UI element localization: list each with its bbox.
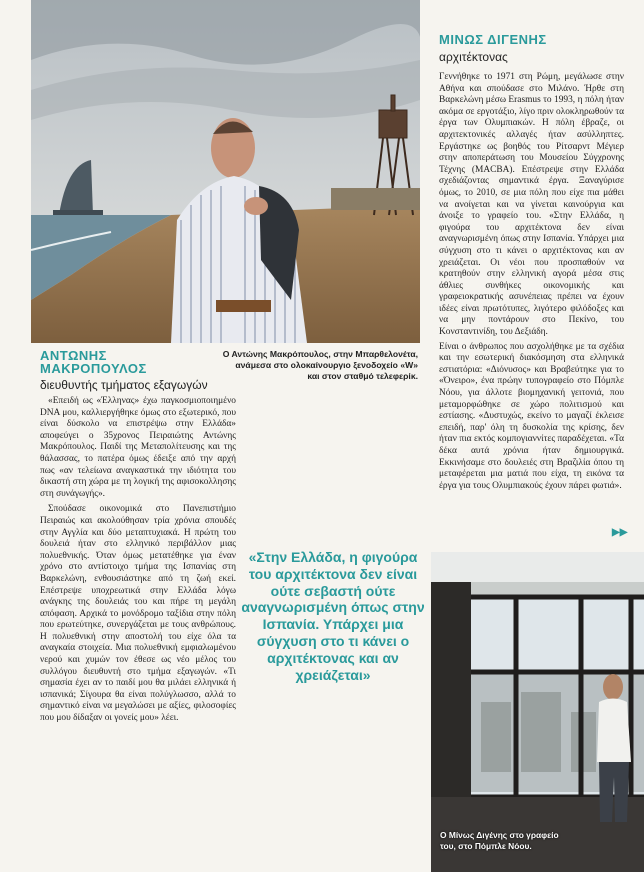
left-paragraph: «Επειδή ως «Έλληνας» έχω παγκοσμιοποιημένο DNA μου, καλλιεργήθηκε όμως στο εξωτερικό, που είναι δύσκολο να επιστρέψω στην Ελλάδα» αποφεύγει ο 35χρονος Πειραιώτης Αντώνης Μακρόπουλος. Παιδί της Μεταπολίτευσης και της θάλασσας, το πατέρα όμως έδειξε από την αρχή πως «αν τελείωνα αναγκαστικά την ιδιότητα του δικαστή στη χώρα με τη λογική της αφισοκολλησης στη συνάγωγής». xyxy=(40,396,236,499)
photo1-caption: Ο Αντώνης Μακρόπουλος, στην Μπαρθελονέτα, ανάμεσα στο ολοκαίνουργιο ξενοδοχείο «W» και στον σταθμό τελεφερίκ. xyxy=(222,349,418,381)
right-person-role: αρχιτέκτονας xyxy=(439,50,508,64)
left-article-column xyxy=(40,396,236,848)
office-photo-illustration xyxy=(431,552,644,872)
right-article-column xyxy=(439,72,624,548)
right-person-name: ΜΙΝΩΣ ΔΙΓΕΝΗΣ xyxy=(439,32,547,47)
pull-quote: «Στην Ελλάδα, η φιγούρα του αρχιτέκτονα δεν είναι ούτε σεβαστή ούτε αναγνωρισμένη όπως στην Ισπανία. Υπάρχει μια σύγχυση στο τι κάνει ο αρχιτέκτονας και αν χρειάζεται» xyxy=(241,549,425,683)
left-paragraph: Σπούδασε οικονομικά στο Πανεπιστήμιο Πειραιώς και ακολούθησαν τρία χρόνια σπουδές στην Αγγλία και δύο μεταπτυχιακά. Η πρώτη του δουλειά ήταν στο ελληνικό περιβάλλον μιας πολυεθνικής. Όταν όμως μετατέθηκε για έναν χρόνο στο αντίστοιχο τμήμα της Ισπανίας στη Βαρκελώνη, ενθουσιάστηκε από τη ζωή εκεί. Επέστρεψε υποχρεωτικά στην Ελλάδα λόγω ανάγκης της δουλειάς του και πήρε τη μεγάλη απόφαση. Αρχικά το μονόδρομο ταξίδια στην πόλη που ερωτεύτηκε, συνεργάζεται με τους ανθρώπους. Η πολυεθνική στην αποστολή του είχε όλα τα αναγκαία στοιχεία. Μια πολυεθνική εμφιαλωμένου νερού και χυμών τον έθεσε ως νέο μέλος του συλλόγου διευθυντή στο τμήμα εξαγωγών. «Τι σημασία έχει αν το παιδί μου θα μιλάει ελληνικά ή ισπανικά; Σίγουρα θα είναι πολύγλωσσο, αλλά το σημαντικό είναι να μεγαλώσει με αξίες, φιλοσοφίες που μου δίδαξαν οι γονείς μου» λέει. xyxy=(40,504,236,724)
continue-arrow-icon: ▶▶ xyxy=(612,527,628,538)
photo2-caption: Ο Μίνως Διγένης στο γραφείο του, στο Πόμπλε Νόου. xyxy=(440,830,559,851)
left-person-name: ΑΝΤΩΝΗΣ ΜΑΚΡΟΠΟΥΛΟΣ xyxy=(40,348,147,376)
left-person-role: διευθυντής τμήματος εξαγωγών xyxy=(40,378,208,392)
right-paragraph: Είναι ο άνθρωπος που ασχολήθηκε με τα σχέδια και την εσωτερική διακόσμηση στα ελληνικά εστιατόρια: «Διόνυσος» και Βραβεύτηκε για το «Όνειρο», ένα πρώην τυπογραφείο στο Πόμπλε Νόου, για άλλοτε βιομηχανική γειτονιά, που μεταμορφώθηκε σε χώρο πολιτισμού και εστίασης. «Δυστυχώς, εκείνο το μαγαζί έκλεισε επειδή, παρ' όλη τη δυσκολία της κρίσης, δεν ήταν πια εκτός κομπογιαννίτες παραδέχεται. «Τα δέκα αυτά χρόνια ήταν δημιουργικά. Εκκινήσαμε στο δουλειές στη Βραζιλία όπου τη μεταφέρεται μια ματιά που είχα, τη εικόνα τα έργα για τους Ολυμπιακούς έχουν πάρει φωτιά». xyxy=(439,341,624,491)
photo-office-portrait xyxy=(431,552,644,872)
beach-photo-illustration xyxy=(31,0,420,343)
photo-beach-portrait xyxy=(31,0,420,343)
right-paragraph: Γεννήθηκε το 1971 στη Ρώμη, μεγάλωσε στην Αθήνα και σπούδασε στο Μιλάνο. Ήρθε στη Βαρκελώνη μέσω Erasmus το 1993, η πόλη ήταν ακόμα σε εργοτάξιο, λίγο πριν ολοκληρωθούν τα έργα των Ολυμπιακών. Η πόλη έβραζε, οι αρχιτεκτονικές αλλαγές ήταν ασύλληπτες. Εργάστηκε ως βοηθός του Ρίτσαρντ Μέγιερ στην αποπεράτωση του Μουσείου Σύγχρονης Τέχνης (MACBA). Επέστρεψε στην Ελλάδα σχεδιάζοντας σημαντικά έργα. Ξαναγύρισε όμως, το 2010, σε μια πόλη που είχε πια μάθει να ανοίγεται και να γίνεται καινούργια και άνοιξε το γραφείο του. «Στην Ελλάδα, η φιγούρα του αρχιτέκτονα δεν είναι αναγνωρισμένη όπως στην Ισπανία. Υπάρχει μια σύγχυση στο τι κάνει ο αρχιτέκτονας και αν χρειάζεται. Οι νέοι που προσπαθούν να κρατηθούν στην ελληνική αγορά μέσα στις άθλιες συνθήκες οικονομικής και γραφειοκρατικής ασυνέπειας πρέπει να έχουν ιδέες είναι πρωτότυπες, λιγότερο φιλόδοξες και να μην ποντάρουν στο Πεκίνο, του Κονσταντινίδη, του Δεξιάδη. xyxy=(439,72,624,338)
